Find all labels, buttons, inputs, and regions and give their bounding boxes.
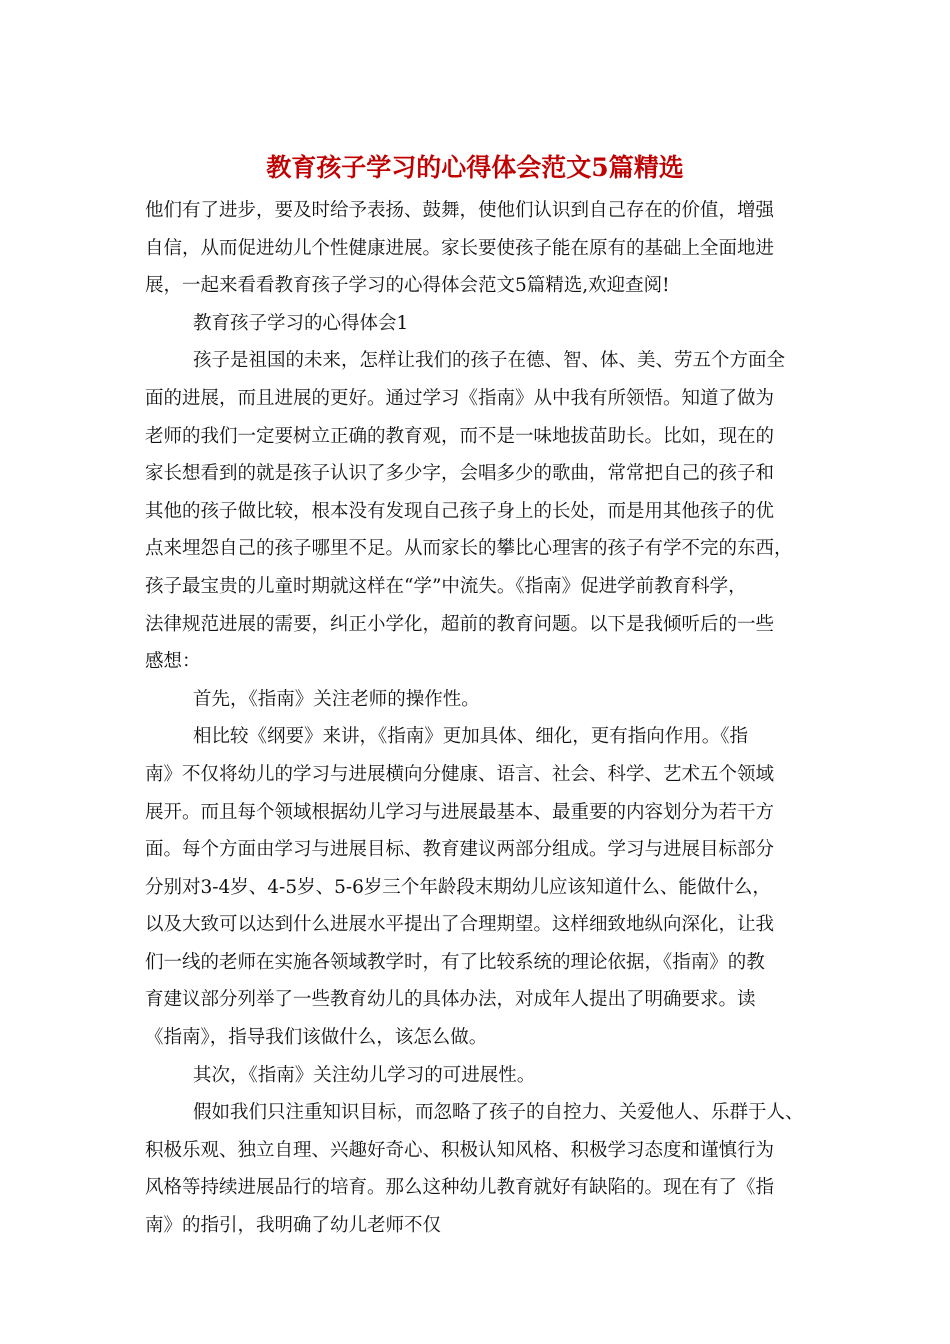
paragraph-first-line: 孩子是祖国的未来，怎样让我们的孩子在德、智、体、美、劳五个方面全	[193, 350, 786, 372]
paragraph-first-line: 假如我们只注重知识目标，而忽略了孩子的自控力、关爱他人、乐群于人、	[193, 1102, 804, 1124]
paragraph-first-line: 首先，《指南》关注老师的操作性。	[193, 688, 480, 710]
text-line: 展开。而且每个领域根据幼儿学习与进展最基本、最重要的内容划分为若干方	[145, 801, 775, 823]
text-line: 《指南》，指导我们该做什么，该怎么做。	[145, 1027, 488, 1049]
text-line: 他们有了进步，要及时给予表扬、鼓舞，使他们认识到自己存在的价值，增强	[145, 200, 775, 221]
text-line: 分别对3-4岁、4-5岁、5-6岁三个年龄段末期幼儿应该知道什么、能做什么，	[145, 876, 771, 898]
text-line: 点来埋怨自己的孩子哪里不足。从而家长的攀比心理害的孩子有学不完的东西，	[145, 538, 793, 560]
text-line: 南》不仅将幼儿的学习与进展横向分健康、语言、社会、科学、艺术五个领域	[145, 763, 775, 785]
document-body	[145, 192, 817, 1245]
text-line: 面。每个方面由学习与进展目标、教育建议两部分组成。学习与进展目标部分	[145, 839, 775, 861]
text-line: 自信，从而促进幼儿个性健康进展。家长要使孩子能在原有的基础上全面地进	[145, 237, 775, 259]
text-line: 法律规范进展的需要，纠正小学化，超前的教育问题。以下是我倾听后的一些	[145, 613, 775, 635]
text-line: 孩子最宝贵的儿童时期就这样在“学”中流失。《指南》促进学前教育科学，	[145, 575, 747, 597]
document-title: 教育孩子学习的心得体会范文5篇精选	[266, 153, 684, 182]
text-line: 以及大致可以达到什么进展水平提出了合理期望。这样细致地纵向深化，让我	[145, 914, 775, 936]
text-line: 风格等持续进展品行的培育。那么这种幼儿教育就好有缺陷的。现在有了《指	[145, 1177, 775, 1199]
paragraph-first-line: 教育孩子学习的心得体会1	[193, 312, 409, 334]
paragraph-first-line: 相比较《纲要》来讲，《指南》更加具体、细化，更有指向作用。《指	[193, 726, 749, 748]
text-line: 们一线的老师在实施各领域教学时，有了比较系统的理论依据，《指南》的教	[145, 951, 765, 973]
text-line: 家长想看到的就是孩子认识了多少字，会唱多少的歌曲，常常把自己的孩子和	[145, 463, 775, 485]
text-line: 感想：	[145, 651, 201, 673]
text-line: 积极乐观、独立自理、兴趣好奇心、积极认知风格、积极学习态度和谨慎行为	[145, 1139, 775, 1161]
text-line: 南》的指引，我明确了幼儿老师不仅	[145, 1215, 442, 1237]
text-line: 育建议部分列举了一些教育幼儿的具体办法，对成年人提出了明确要求。读	[145, 989, 756, 1011]
text-line: 老师的我们一定要树立正确的教育观，而不是一味地拔苗助长。比如，现在的	[145, 425, 775, 447]
text-line: 其他的孩子做比较，根本没有发现自己孩子身上的长处，而是用其他孩子的优	[145, 500, 775, 522]
text-line: 展，一起来看看教育孩子学习的心得体会范文5篇精选,欢迎查阅!	[145, 275, 670, 297]
paragraph-first-line: 其次，《指南》关注幼儿学习的可进展性。	[193, 1064, 536, 1086]
text-line: 面的进展，而且进展的更好。通过学习《指南》从中我有所领悟。知道了做为	[145, 387, 775, 409]
